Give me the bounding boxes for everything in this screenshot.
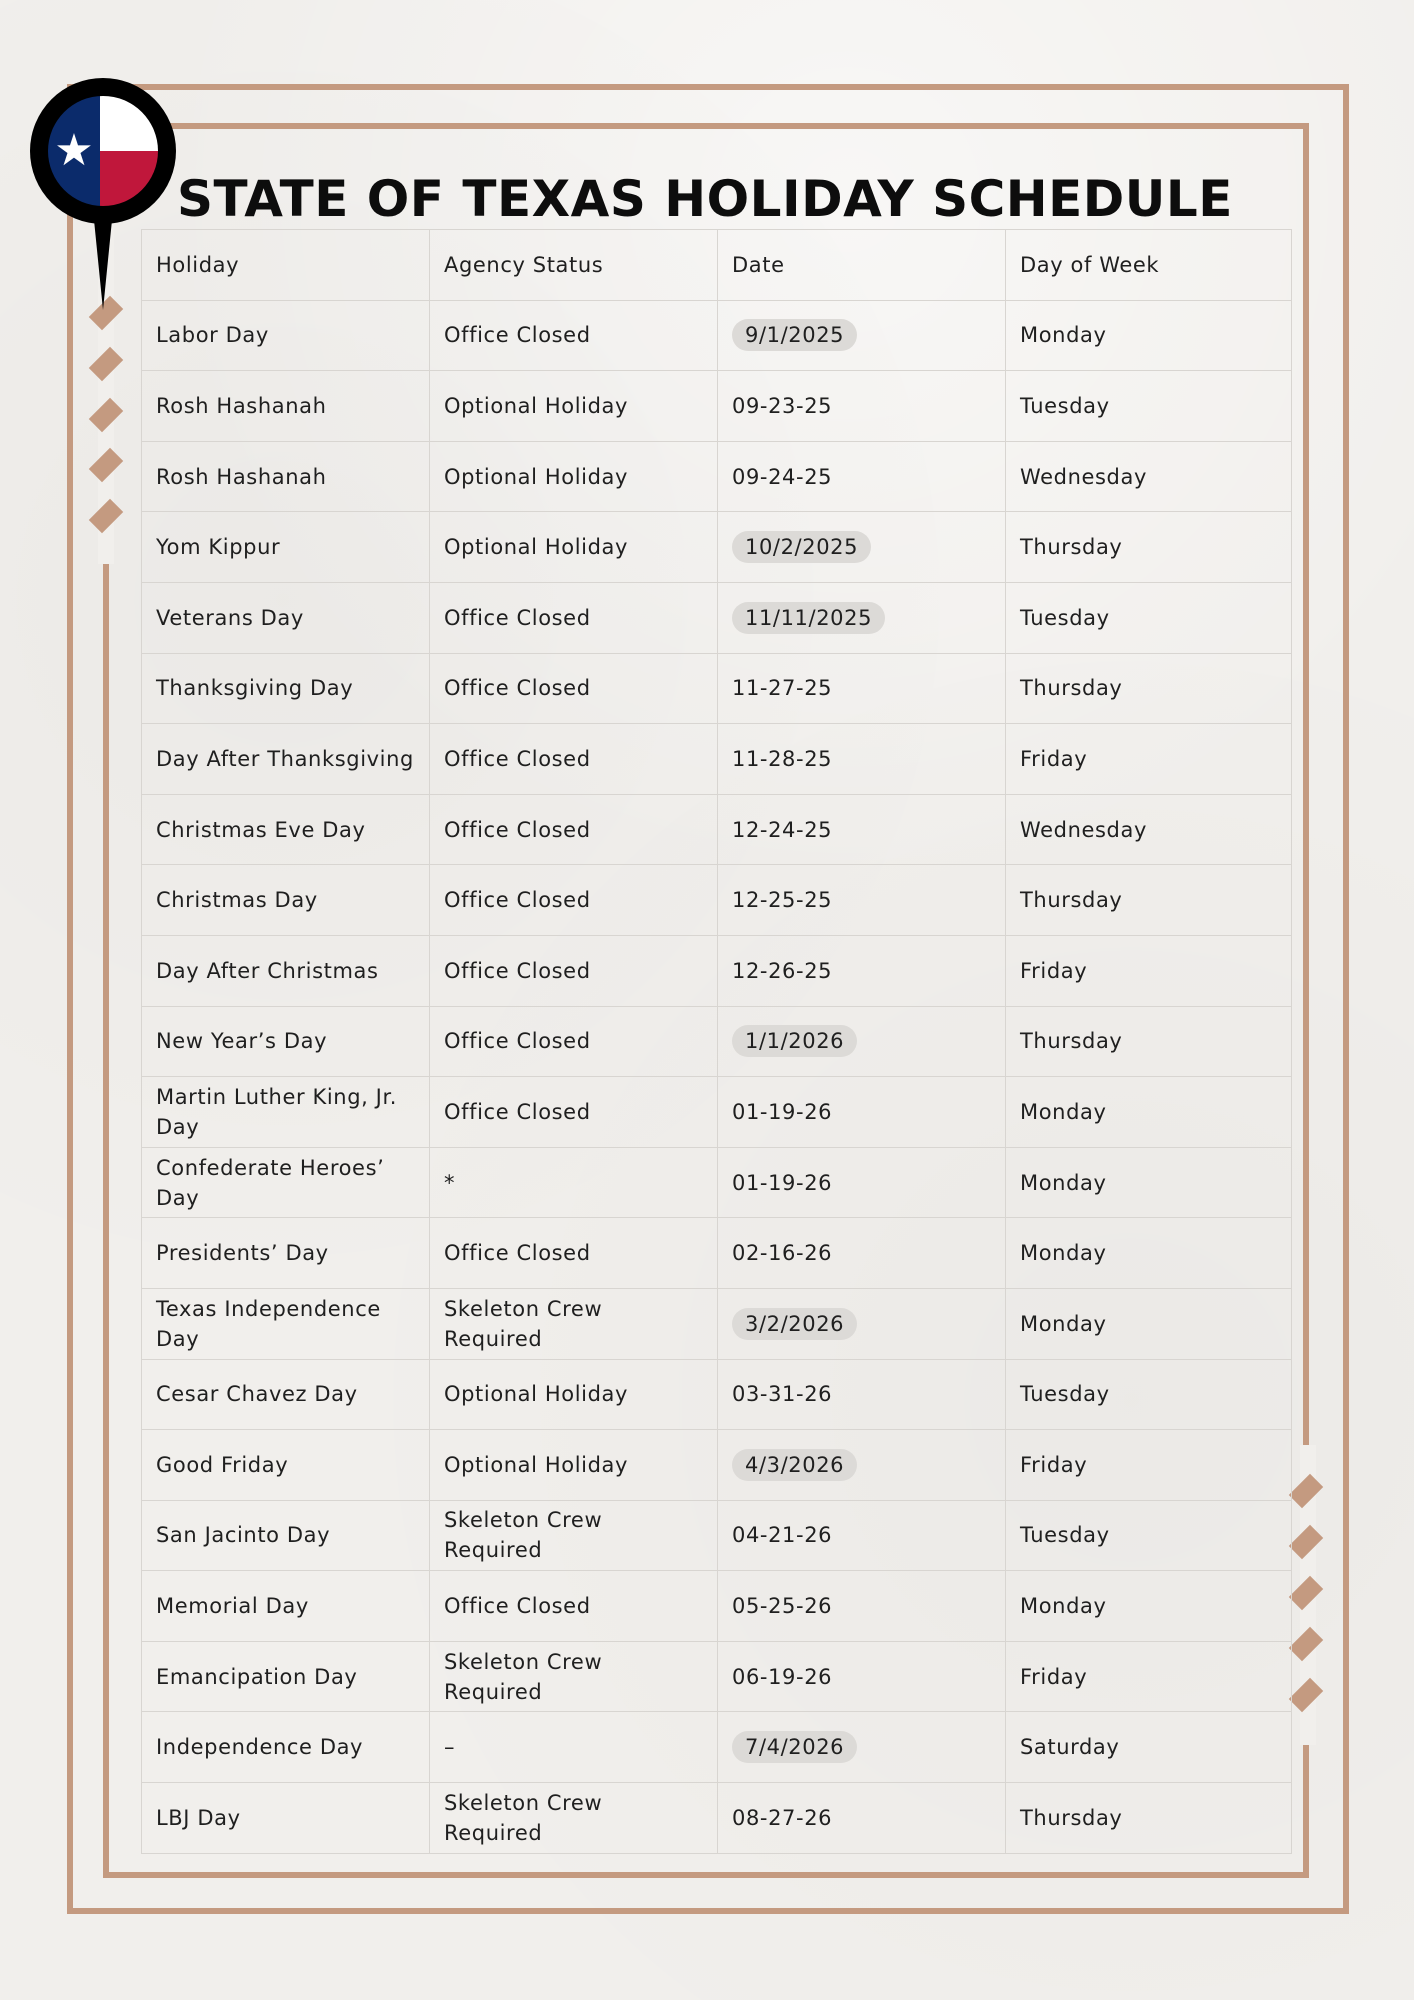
table-row [142,300,1292,371]
table-row [142,1359,1292,1430]
table-row [142,582,1292,653]
table-row [142,1783,1292,1854]
agency-status-cell: Office Closed [430,935,718,1006]
agency-status-cell: Office Closed [430,865,718,936]
date-cell [718,724,1006,795]
table-row [142,865,1292,936]
agency-status-cell: Office Closed [430,794,718,865]
day-of-week-cell: Monday [1006,1218,1292,1289]
date-cell [718,1641,1006,1712]
holiday-name-cell: Veterans Day [142,582,430,653]
date-cell [718,1500,1006,1571]
holiday-name-cell: Memorial Day [142,1571,430,1642]
table-row [142,1500,1292,1571]
date-cell [718,300,1006,371]
date-cell [718,1783,1006,1854]
agency-status-cell: Office Closed [430,582,718,653]
table-row [142,512,1292,583]
highlighted-date: 11/11/2025 [732,602,885,634]
highlighted-date: 4/3/2026 [732,1449,857,1481]
holiday-name-cell: Labor Day [142,300,430,371]
date-cell [718,1571,1006,1642]
day-of-week-cell: Monday [1006,1288,1292,1359]
date-cell [718,371,1006,442]
agency-status-cell: * [430,1147,718,1218]
agency-status-cell: Optional Holiday [430,371,718,442]
table-row [142,1218,1292,1289]
date-text: 11-27-25 [732,676,833,701]
holiday-name-cell: Rosh Hashanah [142,441,430,512]
column-header: Date [718,230,1006,301]
day-of-week-cell: Saturday [1006,1712,1292,1783]
table-header-row [142,230,1292,301]
table-row [142,1288,1292,1359]
pin-tail [93,210,113,310]
day-of-week-cell: Tuesday [1006,582,1292,653]
holiday-name-cell: Presidents’ Day [142,1218,430,1289]
agency-status-cell: Office Closed [430,653,718,724]
date-cell [718,512,1006,583]
date-cell [718,1218,1006,1289]
agency-status-cell: Skeleton Crew Required [430,1641,718,1712]
table-row [142,1077,1292,1148]
day-of-week-cell: Monday [1006,1571,1292,1642]
agency-status-cell: Skeleton Crew Required [430,1288,718,1359]
table-row [142,653,1292,724]
table-row [142,794,1292,865]
date-text: 01-19-26 [732,1170,833,1195]
agency-status-cell: Optional Holiday [430,1359,718,1430]
agency-status-cell: Optional Holiday [430,1430,718,1501]
date-cell [718,1712,1006,1783]
highlighted-date: 9/1/2025 [732,319,857,351]
date-cell [718,935,1006,1006]
highlighted-date: 1/1/2026 [732,1025,857,1057]
holiday-name-cell: Cesar Chavez Day [142,1359,430,1430]
date-text: 03-31-26 [732,1382,833,1407]
holiday-name-cell: New Year’s Day [142,1006,430,1077]
date-cell [718,1077,1006,1148]
date-text: 01-19-26 [732,1099,833,1124]
date-cell [718,582,1006,653]
agency-status-cell: Optional Holiday [430,512,718,583]
day-of-week-cell: Thursday [1006,653,1292,724]
column-header: Holiday [142,230,430,301]
holiday-name-cell: Texas Independence Day [142,1288,430,1359]
day-of-week-cell: Friday [1006,724,1292,795]
date-text: 04-21-26 [732,1523,833,1548]
agency-status-cell: Office Closed [430,724,718,795]
holiday-name-cell: Independence Day [142,1712,430,1783]
date-text: 06-19-26 [732,1664,833,1689]
day-of-week-cell: Monday [1006,1147,1292,1218]
holiday-name-cell: Yom Kippur [142,512,430,583]
agency-status-cell: – [430,1712,718,1783]
day-of-week-cell: Tuesday [1006,1500,1292,1571]
table-row [142,1641,1292,1712]
holiday-name-cell: Confederate Heroes’ Day [142,1147,430,1218]
agency-status-cell: Office Closed [430,300,718,371]
table-row [142,1006,1292,1077]
date-cell [718,865,1006,936]
table-row [142,441,1292,512]
date-text: 09-23-25 [732,393,833,418]
date-text: 05-25-26 [732,1594,833,1619]
date-text: 08-27-26 [732,1805,833,1830]
table-row [142,371,1292,442]
holiday-name-cell: LBJ Day [142,1783,430,1854]
agency-status-cell: Skeleton Crew Required [430,1783,718,1854]
highlighted-date: 3/2/2026 [732,1308,857,1340]
date-cell [718,1430,1006,1501]
holiday-name-cell: Rosh Hashanah [142,371,430,442]
holiday-name-cell: Day After Christmas [142,935,430,1006]
holiday-name-cell: Good Friday [142,1430,430,1501]
date-cell [718,1006,1006,1077]
table-row [142,1147,1292,1218]
column-header: Agency Status [430,230,718,301]
date-cell [718,1359,1006,1430]
holiday-name-cell: Emancipation Day [142,1641,430,1712]
day-of-week-cell: Friday [1006,1641,1292,1712]
holiday-name-cell: San Jacinto Day [142,1500,430,1571]
date-cell [718,653,1006,724]
table-row [142,1571,1292,1642]
date-text: 12-26-25 [732,958,833,983]
agency-status-cell: Office Closed [430,1218,718,1289]
star-icon: ★ [54,125,94,176]
table-row [142,724,1292,795]
agency-status-cell: Office Closed [430,1571,718,1642]
agency-status-cell: Skeleton Crew Required [430,1500,718,1571]
holiday-name-cell: Martin Luther King, Jr. Day [142,1077,430,1148]
highlighted-date: 10/2/2025 [732,531,871,563]
holiday-name-cell: Day After Thanksgiving [142,724,430,795]
day-of-week-cell: Wednesday [1006,794,1292,865]
date-text: 12-24-25 [732,817,833,842]
day-of-week-cell: Thursday [1006,865,1292,936]
date-text: 02-16-26 [732,1241,833,1266]
day-of-week-cell: Wednesday [1006,441,1292,512]
date-cell [718,1147,1006,1218]
day-of-week-cell: Tuesday [1006,1359,1292,1430]
day-of-week-cell: Thursday [1006,1006,1292,1077]
date-text: 12-25-25 [732,888,833,913]
table-row [142,1712,1292,1783]
table-row [142,935,1292,1006]
date-text: 11-28-25 [732,746,833,771]
day-of-week-cell: Friday [1006,1430,1292,1501]
date-text: 09-24-25 [732,464,833,489]
holiday-schedule-table [141,229,1292,1854]
page-title: STATE OF TEXAS HOLIDAY SCHEDULE [177,170,1233,228]
day-of-week-cell: Tuesday [1006,371,1292,442]
date-cell [718,441,1006,512]
agency-status-cell: Optional Holiday [430,441,718,512]
agency-status-cell: Office Closed [430,1077,718,1148]
holiday-name-cell: Thanksgiving Day [142,653,430,724]
column-header: Day of Week [1006,230,1292,301]
day-of-week-cell: Monday [1006,300,1292,371]
date-cell [718,1288,1006,1359]
agency-status-cell: Office Closed [430,1006,718,1077]
day-of-week-cell: Friday [1006,935,1292,1006]
day-of-week-cell: Thursday [1006,512,1292,583]
day-of-week-cell: Thursday [1006,1783,1292,1854]
day-of-week-cell: Monday [1006,1077,1292,1148]
holiday-name-cell: Christmas Day [142,865,430,936]
table-row [142,1430,1292,1501]
date-cell [718,794,1006,865]
holiday-name-cell: Christmas Eve Day [142,794,430,865]
highlighted-date: 7/4/2026 [732,1731,857,1763]
